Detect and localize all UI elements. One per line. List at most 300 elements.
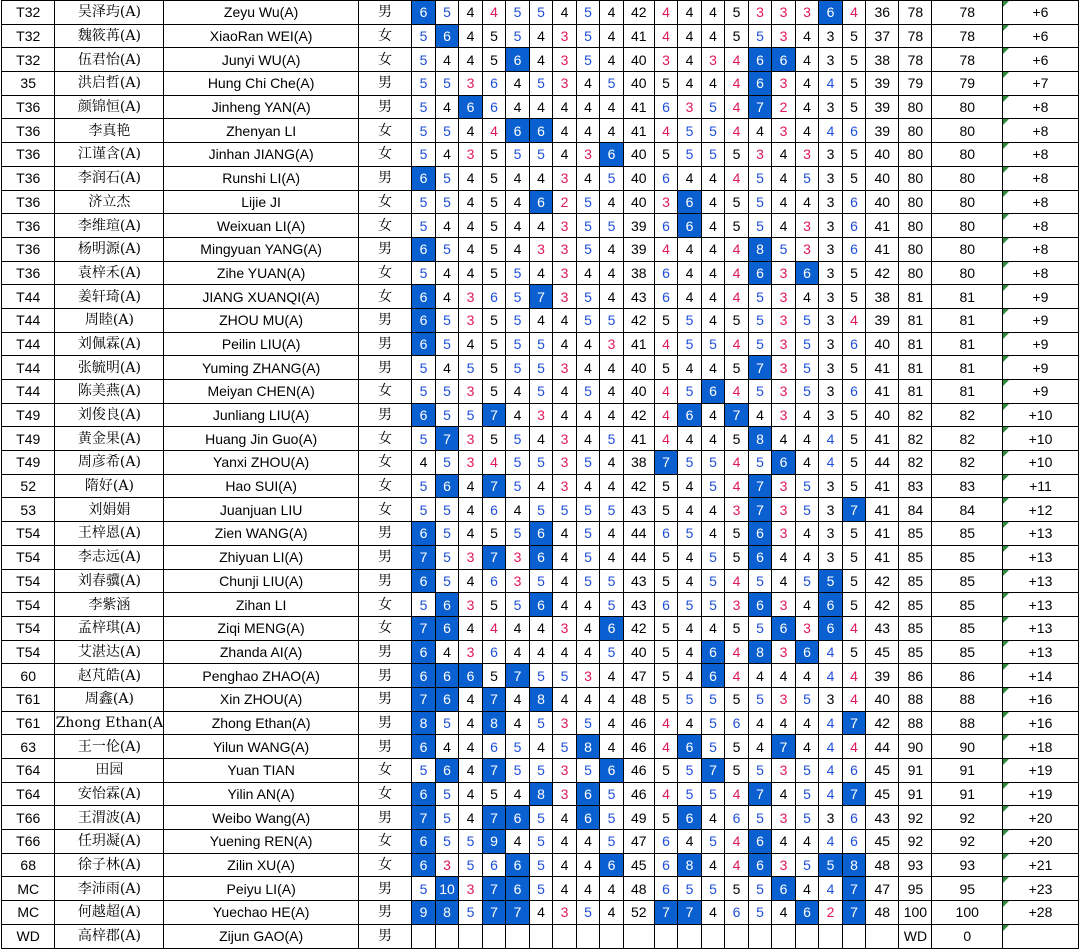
hole-score-cell: 6 [412, 237, 436, 261]
hole-score-cell: 4 [459, 616, 483, 640]
hole-score-cell: 3 [819, 143, 843, 167]
to-par-cell: +6 [1002, 1, 1078, 25]
hole-score-cell: 6 [412, 285, 436, 309]
hole-score-cell: 3 [819, 214, 843, 238]
flag-marker-icon [1003, 380, 1009, 386]
hole-score-cell: 4 [795, 451, 819, 475]
total-score-cell: 80 [932, 190, 1003, 214]
round-score-cell: 80 [899, 143, 932, 167]
hole-score-cell: 5 [600, 593, 624, 617]
round-score-cell: 82 [899, 403, 932, 427]
hole-score-cell: 3 [772, 119, 796, 143]
hole-score-cell: 5 [412, 498, 436, 522]
hole-score-cell: 8 [842, 853, 866, 877]
hole-score-cell: 3 [459, 72, 483, 96]
hole-score-cell: 4 [553, 1, 577, 25]
total-score-cell: 85 [932, 522, 1003, 546]
hole-score-cell: 3 [819, 403, 843, 427]
gender-cell: 女 [358, 830, 411, 854]
hole-score-cell: 4 [819, 451, 843, 475]
hole-score-cell: 5 [600, 569, 624, 593]
hole-score-cell: 3 [748, 1, 772, 25]
gender-cell: 女 [358, 143, 411, 167]
hole-score-cell: 5 [412, 593, 436, 617]
hole-score-cell: 4 [600, 711, 624, 735]
hole-score-cell: 6 [600, 143, 624, 167]
hole-score-cell: 4 [795, 427, 819, 451]
hole-score-cell: 7 [748, 474, 772, 498]
gender-cell: 男 [358, 237, 411, 261]
hole-score-cell: 5 [482, 24, 506, 48]
hole-score-cell: 4 [842, 664, 866, 688]
hole-score-cell: 3 [553, 237, 577, 261]
position-cell: T44 [2, 285, 55, 309]
flag-marker-icon [1003, 854, 1009, 860]
flag-marker-icon [1003, 1, 1009, 7]
hole-score-cell: 3 [506, 545, 530, 569]
hole-score-cell: 8 [482, 711, 506, 735]
hole-score-cell: 6 [772, 451, 796, 475]
total-score-cell: 78 [932, 1, 1003, 25]
position-cell: T32 [2, 24, 55, 48]
hole-score-cell: 8 [435, 901, 459, 925]
to-par-cell: +9 [1002, 380, 1078, 404]
round-score-cell: 92 [899, 830, 932, 854]
hole-score-cell: 6 [842, 380, 866, 404]
table-row [2, 545, 1079, 569]
hole-score-cell: 6 [412, 403, 436, 427]
english-name-cell: Zihan LI [164, 593, 358, 617]
hole-score-cell: 6 [654, 830, 678, 854]
hole-score-cell [678, 924, 702, 948]
hole-score-cell: 4 [553, 830, 577, 854]
chinese-name-cell: 任玥凝(A) [55, 830, 164, 854]
hole-score-cell: 5 [529, 72, 553, 96]
hole-score-cell: 5 [529, 332, 553, 356]
hole-score-cell: 4 [576, 687, 600, 711]
out-total-cell: 40 [623, 380, 654, 404]
hole-score-cell: 7 [842, 901, 866, 925]
hole-score-cell: 7 [748, 498, 772, 522]
hole-score-cell: 5 [748, 332, 772, 356]
hole-score-cell: 4 [678, 1, 702, 25]
out-total-cell: 41 [623, 95, 654, 119]
flag-marker-icon [1003, 309, 1009, 315]
hole-score-cell: 3 [795, 616, 819, 640]
hole-score-cell: 5 [701, 877, 725, 901]
in-total-cell: 41 [866, 356, 899, 380]
hole-score-cell: 4 [842, 687, 866, 711]
total-score-cell: 85 [932, 569, 1003, 593]
flag-marker-icon [1003, 48, 1009, 54]
to-par-cell: +10 [1002, 403, 1078, 427]
in-total-cell: 40 [866, 332, 899, 356]
gender-cell: 男 [358, 308, 411, 332]
hole-score-cell: 5 [678, 308, 702, 332]
hole-score-cell: 6 [482, 95, 506, 119]
hole-score-cell: 6 [529, 545, 553, 569]
hole-score-cell: 7 [842, 711, 866, 735]
hole-score-cell: 4 [435, 735, 459, 759]
total-score-cell: 80 [932, 214, 1003, 238]
hole-score-cell [795, 924, 819, 948]
position-cell: T36 [2, 190, 55, 214]
hole-score-cell: 5 [654, 664, 678, 688]
gender-cell: 男 [358, 95, 411, 119]
total-score-cell: 91 [932, 782, 1003, 806]
hole-score-cell: 5 [506, 735, 530, 759]
english-name-cell: Zhiyuan LI(A) [164, 545, 358, 569]
table-row [2, 24, 1079, 48]
hole-score-cell: 4 [600, 119, 624, 143]
hole-score-cell: 4 [576, 166, 600, 190]
to-par-cell: +9 [1002, 285, 1078, 309]
out-total-cell: 42 [623, 308, 654, 332]
out-total-cell: 42 [623, 616, 654, 640]
hole-score-cell: 3 [459, 877, 483, 901]
hole-score-cell: 3 [459, 143, 483, 167]
hole-score-cell: 6 [772, 616, 796, 640]
hole-score-cell: 5 [842, 569, 866, 593]
hole-score-cell: 6 [506, 48, 530, 72]
hole-score-cell: 3 [678, 95, 702, 119]
hole-score-cell: 3 [654, 190, 678, 214]
round-score-cell: 81 [899, 308, 932, 332]
hole-score-cell: 3 [600, 332, 624, 356]
in-total-cell: 39 [866, 72, 899, 96]
round-score-cell: 80 [899, 166, 932, 190]
gender-cell: 男 [358, 806, 411, 830]
hole-score-cell: 4 [506, 616, 530, 640]
hole-score-cell: 6 [819, 616, 843, 640]
hole-score-cell: 6 [725, 806, 749, 830]
in-total-cell: 41 [866, 474, 899, 498]
hole-score-cell: 3 [772, 72, 796, 96]
chinese-name-cell: 伍君怡(A) [55, 48, 164, 72]
hole-score-cell: 5 [772, 237, 796, 261]
hole-score-cell: 4 [678, 616, 702, 640]
to-par-cell: +19 [1002, 782, 1078, 806]
in-total-cell: 48 [866, 853, 899, 877]
flag-marker-icon [1003, 570, 1009, 576]
hole-score-cell: 5 [435, 498, 459, 522]
hole-score-cell: 5 [842, 166, 866, 190]
hole-score-cell: 5 [435, 72, 459, 96]
hole-score-cell [842, 924, 866, 948]
hole-score-cell: 4 [725, 451, 749, 475]
hole-score-cell: 4 [529, 640, 553, 664]
hole-score-cell: 4 [576, 593, 600, 617]
in-total-cell: 43 [866, 806, 899, 830]
gender-cell: 男 [358, 545, 411, 569]
hole-score-cell: 4 [842, 616, 866, 640]
table-row [2, 119, 1079, 143]
hole-score-cell: 5 [576, 498, 600, 522]
hole-score-cell: 5 [412, 24, 436, 48]
hole-score-cell: 4 [506, 640, 530, 664]
chinese-name-cell: 王梓恩(A) [55, 522, 164, 546]
hole-score-cell: 5 [506, 332, 530, 356]
table-row [2, 735, 1079, 759]
hole-score-cell: 4 [600, 403, 624, 427]
total-score-cell: 85 [932, 545, 1003, 569]
gender-cell: 男 [358, 664, 411, 688]
hole-score-cell: 4 [529, 214, 553, 238]
english-name-cell: Yilun WANG(A) [164, 735, 358, 759]
to-par-cell: +7 [1002, 72, 1078, 96]
round-score-cell: 100 [899, 901, 932, 925]
hole-score-cell: 4 [678, 640, 702, 664]
hole-score-cell: 4 [725, 119, 749, 143]
total-score-cell: 85 [932, 616, 1003, 640]
round-score-cell: 85 [899, 569, 932, 593]
hole-score-cell: 6 [819, 593, 843, 617]
english-name-cell: Yuming ZHANG(A) [164, 356, 358, 380]
hole-score-cell: 5 [654, 474, 678, 498]
hole-score-cell: 6 [529, 190, 553, 214]
hole-score-cell: 6 [748, 593, 772, 617]
hole-score-cell: 7 [412, 806, 436, 830]
hole-score-cell: 5 [600, 498, 624, 522]
hole-score-cell: 5 [435, 451, 459, 475]
out-total-cell: 43 [623, 498, 654, 522]
chinese-name-cell: 隋好(A) [55, 474, 164, 498]
gender-cell: 女 [358, 427, 411, 451]
to-par-cell: +8 [1002, 119, 1078, 143]
hole-score-cell: 7 [482, 806, 506, 830]
hole-score-cell: 3 [772, 1, 796, 25]
hole-score-cell: 8 [529, 782, 553, 806]
round-score-cell: 80 [899, 190, 932, 214]
hole-score-cell: 5 [748, 380, 772, 404]
hole-score-cell: 5 [576, 545, 600, 569]
hole-score-cell: 3 [576, 143, 600, 167]
in-total-cell: 37 [866, 24, 899, 48]
hole-score-cell: 7 [482, 545, 506, 569]
hole-score-cell: 5 [748, 877, 772, 901]
hole-score-cell: 5 [654, 569, 678, 593]
hole-score-cell: 4 [553, 593, 577, 617]
hole-score-cell: 4 [459, 711, 483, 735]
hole-score-cell: 5 [701, 545, 725, 569]
hole-score-cell: 5 [506, 285, 530, 309]
flag-marker-icon [1003, 641, 1009, 647]
hole-score-cell: 4 [819, 877, 843, 901]
hole-score-cell: 4 [678, 166, 702, 190]
total-score-cell: 93 [932, 853, 1003, 877]
hole-score-cell: 5 [795, 498, 819, 522]
hole-score-cell: 5 [529, 380, 553, 404]
in-total-cell: 36 [866, 1, 899, 25]
position-cell: T32 [2, 48, 55, 72]
table-row [2, 95, 1079, 119]
hole-score-cell: 3 [819, 380, 843, 404]
hole-score-cell: 6 [772, 877, 796, 901]
flag-marker-icon [1003, 783, 1009, 789]
hole-score-cell: 5 [819, 569, 843, 593]
hole-score-cell: 5 [600, 72, 624, 96]
hole-score-cell: 4 [459, 569, 483, 593]
chinese-name-cell: 济立杰 [55, 190, 164, 214]
table-row [2, 403, 1079, 427]
hole-score-cell: 4 [654, 427, 678, 451]
hole-score-cell: 6 [412, 640, 436, 664]
hole-score-cell: 4 [701, 24, 725, 48]
hole-score-cell: 6 [842, 237, 866, 261]
out-total-cell: 40 [623, 72, 654, 96]
hole-score-cell: 6 [435, 593, 459, 617]
round-score-cell: 80 [899, 261, 932, 285]
total-score-cell: 92 [932, 806, 1003, 830]
flag-marker-icon [1003, 806, 1009, 812]
position-cell: T36 [2, 119, 55, 143]
position-cell: T49 [2, 427, 55, 451]
in-total-cell: 39 [866, 308, 899, 332]
flag-marker-icon [1003, 498, 1009, 504]
hole-score-cell: 7 [506, 901, 530, 925]
hole-score-cell: 3 [506, 569, 530, 593]
in-total-cell: 47 [866, 877, 899, 901]
table-row [2, 285, 1079, 309]
english-name-cell: Hung Chi Che(A) [164, 72, 358, 96]
hole-score-cell: 6 [795, 640, 819, 664]
chinese-name-cell: 魏筱苒(A) [55, 24, 164, 48]
hole-score-cell: 6 [701, 380, 725, 404]
gender-cell: 女 [358, 782, 411, 806]
to-par-cell: +13 [1002, 569, 1078, 593]
table-row [2, 806, 1079, 830]
table-row [2, 214, 1079, 238]
hole-score-cell: 5 [701, 119, 725, 143]
flag-marker-icon [1003, 759, 1009, 765]
hole-score-cell: 5 [482, 190, 506, 214]
hole-score-cell: 5 [576, 1, 600, 25]
total-score-cell: 81 [932, 332, 1003, 356]
chinese-name-cell: 张毓明(A) [55, 356, 164, 380]
hole-score-cell: 5 [576, 901, 600, 925]
hole-score-cell: 4 [506, 380, 530, 404]
hole-score-cell: 5 [678, 380, 702, 404]
chinese-name-cell: 刘春骥(A) [55, 569, 164, 593]
to-par-cell: +11 [1002, 474, 1078, 498]
total-score-cell: 88 [932, 711, 1003, 735]
flag-marker-icon [1003, 262, 1009, 268]
position-cell: T36 [2, 95, 55, 119]
english-name-cell: Zhanda AI(A) [164, 640, 358, 664]
to-par-cell: +20 [1002, 806, 1078, 830]
hole-score-cell: 5 [435, 380, 459, 404]
out-total-cell: 41 [623, 427, 654, 451]
hole-score-cell: 6 [600, 616, 624, 640]
chinese-name-cell: 刘娟娟 [55, 498, 164, 522]
total-score-cell: 92 [932, 830, 1003, 854]
hole-score-cell [748, 924, 772, 948]
hole-score-cell: 5 [529, 143, 553, 167]
round-score-cell: 91 [899, 782, 932, 806]
hole-score-cell: 4 [506, 830, 530, 854]
hole-score-cell: 6 [654, 95, 678, 119]
hole-score-cell: 4 [819, 664, 843, 688]
hole-score-cell: 4 [506, 95, 530, 119]
table-row [2, 332, 1079, 356]
hole-score-cell: 3 [819, 356, 843, 380]
hole-score-cell: 6 [842, 830, 866, 854]
hole-score-cell [576, 924, 600, 948]
position-cell: T44 [2, 356, 55, 380]
hole-score-cell: 4 [819, 759, 843, 783]
hole-score-cell: 6 [435, 759, 459, 783]
chinese-name-cell: 刘佩霖(A) [55, 332, 164, 356]
hole-score-cell: 5 [576, 237, 600, 261]
hole-score-cell: 7 [412, 616, 436, 640]
total-score-cell: 88 [932, 687, 1003, 711]
to-par-cell: +13 [1002, 522, 1078, 546]
chinese-name-cell: 何越超(A) [55, 901, 164, 925]
in-total-cell: 39 [866, 664, 899, 688]
flag-marker-icon [1003, 664, 1009, 670]
english-name-cell: JIANG XUANQI(A) [164, 285, 358, 309]
hole-score-cell: 5 [529, 1, 553, 25]
hole-score-cell: 6 [459, 95, 483, 119]
hole-score-cell: 5 [482, 522, 506, 546]
hole-score-cell: 6 [654, 522, 678, 546]
hole-score-cell: 6 [506, 806, 530, 830]
hole-score-cell: 5 [459, 403, 483, 427]
hole-score-cell: 5 [748, 759, 772, 783]
hole-score-cell: 4 [725, 380, 749, 404]
hole-score-cell: 5 [576, 285, 600, 309]
hole-score-cell: 3 [772, 522, 796, 546]
hole-score-cell: 4 [748, 119, 772, 143]
hole-score-cell: 6 [412, 166, 436, 190]
english-name-cell: Weixuan LI(A) [164, 214, 358, 238]
round-score-cell: 90 [899, 735, 932, 759]
total-score-cell: 81 [932, 356, 1003, 380]
table-row [2, 166, 1079, 190]
hole-score-cell: 3 [819, 48, 843, 72]
hole-score-cell: 6 [412, 308, 436, 332]
to-par-cell: +9 [1002, 308, 1078, 332]
flag-marker-icon [1003, 25, 1009, 31]
hole-score-cell: 4 [506, 190, 530, 214]
hole-score-cell: 5 [842, 261, 866, 285]
hole-score-cell: 4 [529, 24, 553, 48]
hole-score-cell: 5 [459, 356, 483, 380]
hole-score-cell: 3 [772, 474, 796, 498]
hole-score-cell: 8 [576, 735, 600, 759]
hole-score-cell: 7 [506, 664, 530, 688]
out-total-cell: 42 [623, 403, 654, 427]
hole-score-cell: 6 [819, 1, 843, 25]
hole-score-cell: 3 [819, 332, 843, 356]
round-score-cell: 85 [899, 616, 932, 640]
hole-score-cell: 5 [842, 545, 866, 569]
hole-score-cell: 6 [435, 24, 459, 48]
hole-score-cell: 5 [435, 569, 459, 593]
total-score-cell: 80 [932, 166, 1003, 190]
hole-score-cell: 4 [701, 214, 725, 238]
table-row [2, 427, 1079, 451]
hole-score-cell: 5 [795, 806, 819, 830]
flag-marker-icon [1003, 617, 1009, 623]
in-total-cell [866, 924, 899, 948]
flag-marker-icon [1003, 427, 1009, 433]
hole-score-cell: 4 [553, 143, 577, 167]
hole-score-cell: 6 [678, 403, 702, 427]
hole-score-cell: 5 [412, 474, 436, 498]
hole-score-cell: 4 [795, 72, 819, 96]
hole-score-cell: 4 [600, 474, 624, 498]
